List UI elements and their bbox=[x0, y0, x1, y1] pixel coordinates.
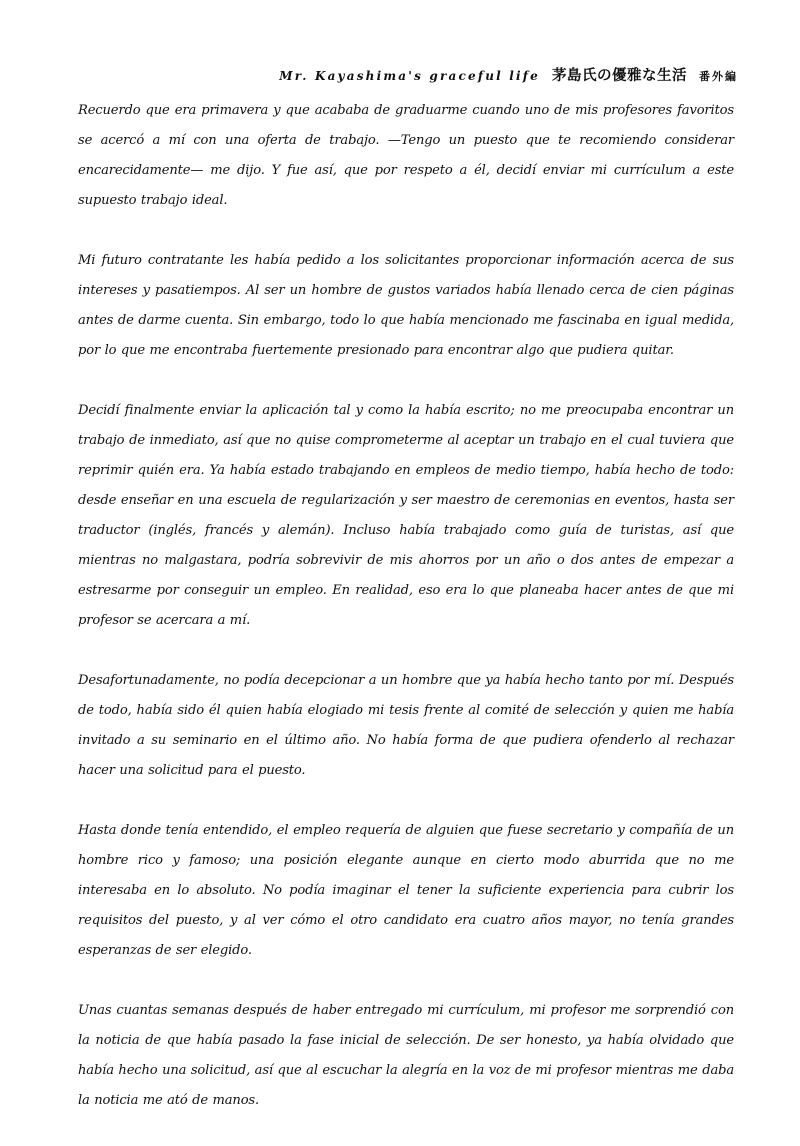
running-header bbox=[279, 64, 738, 85]
header-title-japanese: 茅島氏の優雅な生活 bbox=[552, 67, 687, 84]
paragraph-6: Unas cuantas semanas después de haber entregado mi currículum, mi profesor me sorprendió con la noticia de que había pasado la fase inicial de selección. De ser honesto, ya había olvidado que había hecho una solicitud, así que al escuchar la alegría en la voz de mi profesor mientras me daba la noticia me ató de manos. bbox=[78, 1003, 734, 1108]
paragraph-3: Decidí finalmente enviar la aplicación tal y como la había escrito; no me preocupaba encontrar un trabajo de inmediato, así que no quise comprometerme al aceptar un trabajo en el cual tuviera que reprimir quién era. Ya había estado trabajando en empleos de medio tiempo, había hecho de todo: desde enseñar en una escuela de regularización y ser maestro de ceremonias en eventos, hasta ser traductor (inglés, francés y alemán). Incluso había trabajado como guía de turistas, así que mientras no malgastara, podría sobrevivir de mis ahorros por un año o dos antes de empezar a estresarme por conseguir un empleo. En realidad, eso era lo que planeaba hacer antes de que mi profesor se acercara a mí. bbox=[78, 403, 734, 628]
body-text bbox=[78, 96, 734, 1146]
header-title-english: Mr. Kayashima's graceful life bbox=[279, 69, 540, 83]
header-extra-label: 番外編 bbox=[699, 70, 738, 83]
paragraph-1: Recuerdo que era primavera y que acababa de graduarme cuando uno de mis profesores favoritos se acercó a mí con una oferta de trabajo. —Tengo un puesto que te recomiendo considerar encarecidamente— me dijo. Y fue así, que por respeto a él, decidí enviar mi currículum a este supuesto trabajo ideal. bbox=[78, 103, 734, 208]
paragraph-2: Mi futuro contratante les había pedido a los solicitantes proporcionar información acerca de sus intereses y pasatiempos. Al ser un hombre de gustos variados había llenado cerca de cien páginas antes de darme cuenta. Sin embargo, todo lo que había mencionado me fascinaba en igual medida, por lo que me encontraba fuertemente presionado para encontrar algo que pudiera quitar. bbox=[78, 253, 734, 358]
paragraph-5: Hasta donde tenía entendido, el empleo requería de alguien que fuese secretario y compañía de un hombre rico y famoso; una posición elegante aunque en cierto modo aburrida que no me interesaba en lo absoluto. No podía imaginar el tener la suficiente experiencia para cubrir los requisitos del puesto, y al ver cómo el otro candidato era cuatro años mayor, no tenía grandes esperanzas de ser elegido. bbox=[78, 823, 734, 958]
paragraph-4: Desafortunadamente, no podía decepcionar a un hombre que ya había hecho tanto por mí. Después de todo, había sido él quien había elogiado mi tesis frente al comité de selección y quien me había invitado a su seminario en el último año. No había forma de que pudiera ofenderlo al rechazar hacer una solicitud para el puesto. bbox=[78, 673, 734, 778]
